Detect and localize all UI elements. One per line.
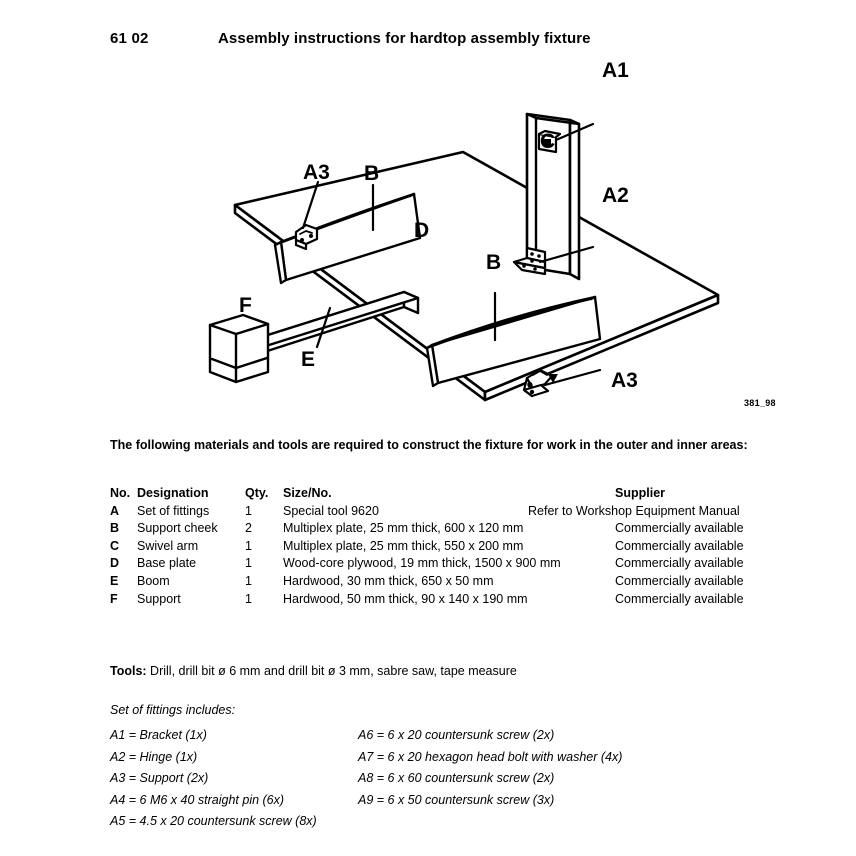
tools-line [110,664,517,678]
intro-paragraph: The following materials and tools are required to construct the fixture for work in the outer and inner areas: [110,438,748,452]
cell-designation: Support [137,591,181,606]
cell-designation: Support cheek [137,521,218,536]
cell-size: Wood-core plywood, 19 mm thick, 1500 x 900 mm [283,556,561,571]
cell-qty: 1 [245,538,252,553]
cell-size: Multiplex plate, 25 mm thick, 600 x 120 mm [283,521,524,536]
cell-qty: 1 [245,573,252,588]
callout-label-f: F [239,294,252,317]
cell-supplier: Commercially available [615,573,744,588]
col-header-size: Size/No. [283,486,332,500]
cell-size: Special tool 9620 [283,503,379,518]
table-row [110,503,790,521]
fittings-title: Set of fittings includes: [110,703,236,717]
figure-reference: 381_98 [744,398,776,408]
col-header-no: No. [110,486,131,500]
col-header-designation: Designation [137,486,209,500]
cell-designation: Boom [137,573,170,588]
cell-supplier: Commercially available [615,591,744,606]
page-title: Assembly instructions for hardtop assembly fixture [218,30,591,47]
callout-label-b-bottom: B [486,251,502,274]
callout-label-a1: A1 [602,59,629,82]
table-row [110,520,790,538]
assembly-fixture-illustration [0,52,856,402]
col-header-supplier: Supplier [615,486,666,500]
list-item: A5 = 4.5 x 20 countersunk screw (8x) [110,814,317,828]
cell-size: Hardwood, 50 mm thick, 90 x 140 x 190 mm [283,591,528,606]
callout-label-b-top: B [364,162,380,185]
cell-no: F [110,591,118,606]
fittings-list-left [110,725,317,833]
col-header-qty: Qty. [245,486,269,500]
cell-qty: 2 [245,521,252,536]
cell-no: A [110,503,120,518]
cell-designation: Set of fittings [137,503,210,518]
cell-no: C [110,538,120,553]
callout-label-d: D [414,219,430,242]
callout-label-a3-bottom: A3 [611,369,638,392]
list-item: A9 = 6 x 50 countersunk screw (3x) [358,792,555,807]
callout-label-c: C [540,130,556,153]
table-header-row [110,485,790,503]
cell-supplier: Commercially available [615,521,744,536]
support-block-shape [210,315,268,382]
materials-table [110,485,790,608]
list-item: A6 = 6 x 20 countersunk screw (2x) [358,728,555,742]
callout-label-a3-top: A3 [303,161,330,184]
page-code: 61 02 [110,30,149,47]
cell-no: E [110,573,119,588]
callout-label-e: E [301,348,316,371]
tools-label: Tools: [110,664,147,678]
cell-qty: 1 [245,591,252,606]
cell-designation: Base plate [137,556,197,571]
fittings-list-right [358,725,622,811]
cell-supplier: Commercially available [615,538,744,553]
cell-size: Hardwood, 30 mm thick, 650 x 50 mm [283,573,494,588]
list-item: A8 = 6 x 60 countersunk screw (2x) [358,771,555,785]
cell-no: B [110,521,120,536]
list-item: A1 = Bracket (1x) [110,728,207,742]
cell-no: D [110,556,120,571]
cell-supplier: Refer to Workshop Equipment Manual [528,503,740,518]
table-row [110,555,790,573]
list-item: A7 = 6 x 20 hexagon head bolt with washer (4x) [358,749,623,764]
cell-designation: Swivel arm [137,538,199,553]
cell-qty: 1 [245,503,252,518]
table-row [110,591,790,609]
table-row [110,573,790,591]
cell-qty: 1 [245,556,252,571]
tools-text: Drill, drill bit ø 6 mm and drill bit ø 3 mm, sabre saw, tape measure [146,664,517,678]
cell-size: Multiplex plate, 25 mm thick, 550 x 200 mm [283,538,524,553]
cell-supplier: Commercially available [615,556,744,571]
callout-label-a2: A2 [602,184,629,207]
list-item: A4 = 6 M6 x 40 straight pin (6x) [110,792,285,807]
list-item: A3 = Support (2x) [110,771,209,785]
list-item: A2 = Hinge (1x) [110,749,198,764]
table-row [110,538,790,556]
